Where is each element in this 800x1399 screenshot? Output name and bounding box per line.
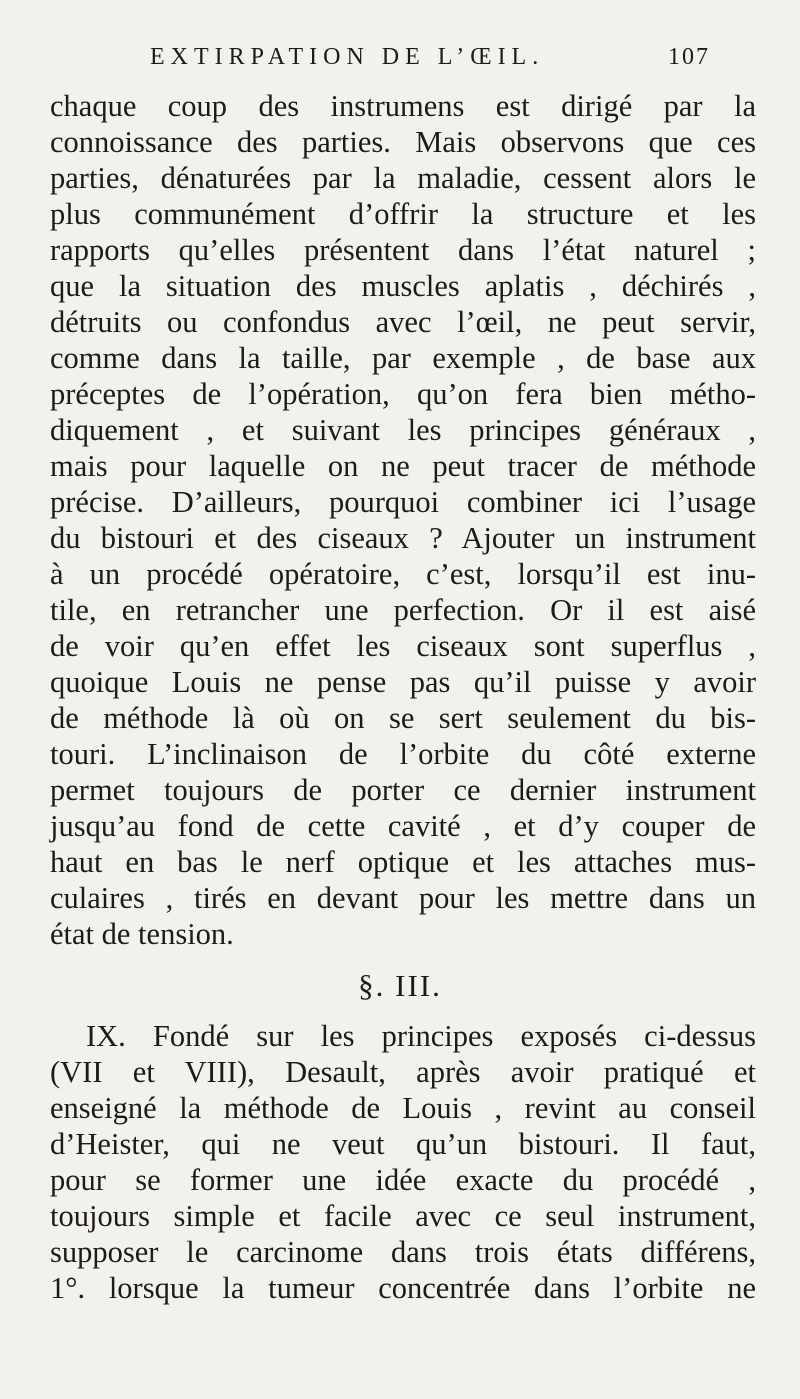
text-line: mais pour laquelle on ne peut tracer de méthode <box>50 449 756 483</box>
text-line: détruits ou confondus avec l’œil, ne peut servir, <box>50 305 756 339</box>
text-line: de méthode là où on se sert seulement du bis- <box>50 701 756 735</box>
page-number: 107 <box>668 44 710 70</box>
text-line: précise. D’ailleurs, pourquoi combiner ici l’usage <box>50 485 756 519</box>
text-line: enseigné la méthode de Louis , revint au conseil <box>50 1091 756 1125</box>
text-line: connoissance des parties. Mais observons que ces <box>50 125 756 159</box>
text-line: d’Heister, qui ne veut qu’un bistouri. Il faut, <box>50 1127 756 1161</box>
text-line: 1°. lorsque la tumeur concentrée dans l’orbite ne <box>50 1271 756 1305</box>
text-line: permet toujours de porter ce dernier instrument <box>50 773 756 807</box>
text-line: touri. L’inclinaison de l’orbite du côté externe <box>50 737 756 771</box>
text-line: diquement , et suivant les principes généraux , <box>50 413 756 447</box>
text-line: parties, dénaturées par la maladie, cessent alors le <box>50 161 756 195</box>
text-line: plus communément d’offrir la structure et les <box>50 197 756 231</box>
text-line: préceptes de l’opération, qu’on fera bien métho- <box>50 377 756 411</box>
text-line: chaque coup des instrumens est dirigé par la <box>50 89 756 123</box>
text-line: quoique Louis ne pense pas qu’il puisse y avoir <box>50 665 756 699</box>
text-line: tile, en retrancher une perfection. Or il est aisé <box>50 593 756 627</box>
text-line: que la situation des muscles aplatis , déchirés , <box>50 269 756 303</box>
text-line: jusqu’au fond de cette cavité , et d’y couper de <box>50 809 756 843</box>
text-line: toujours simple et facile avec ce seul instrument, <box>50 1199 756 1233</box>
text-line: (VII et VIII), Desault, après avoir pratiqué et <box>50 1055 756 1089</box>
text-line: rapports qu’elles présentent dans l’état naturel ; <box>50 233 756 267</box>
running-title: EXTIRPATION DE L’ŒIL. <box>150 44 545 70</box>
text-line: supposer le carcinome dans trois états différens, <box>50 1235 756 1269</box>
text-line: culaires , tirés en devant pour les mettre dans un <box>50 881 756 915</box>
text-line: du bistouri et des ciseaux ? Ajouter un instrument <box>50 521 756 555</box>
text-line: à un procédé opératoire, c’est, lorsqu’il est inu- <box>50 557 756 591</box>
text-line: comme dans la taille, par exemple , de base aux <box>50 341 756 375</box>
text-line: haut en bas le nerf optique et les attaches mus- <box>50 845 756 879</box>
text-line: état de tension. <box>50 917 234 951</box>
text-line: pour se former une idée exacte du procédé , <box>50 1163 756 1197</box>
section-heading: §. III. <box>358 968 442 1003</box>
text-line: IX. Fondé sur les principes exposés ci-dessus <box>86 1019 756 1053</box>
text-line: de voir qu’en effet les ciseaux sont superflus , <box>50 629 756 663</box>
